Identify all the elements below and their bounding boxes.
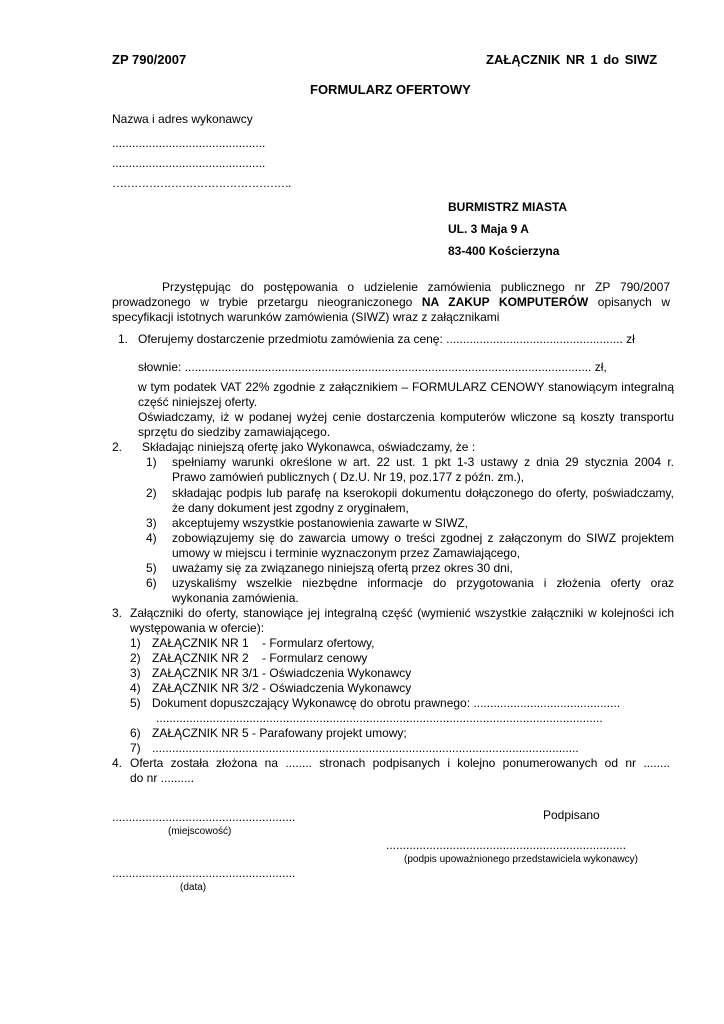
attachment-item-7: ................................................................................................................................ xyxy=(152,741,579,755)
page-title: FORMULARZ OFERTOWY xyxy=(310,82,471,97)
statement-number: 2) xyxy=(146,486,157,500)
section-1-number: 1. xyxy=(118,332,129,346)
attachment-number: 3) xyxy=(130,666,141,680)
contractor-line-3: …………………………………………. xyxy=(112,176,291,190)
contractor-line-1: .............................................. xyxy=(112,136,266,150)
statement-number: 5) xyxy=(146,561,157,575)
date-field: ....................................................... xyxy=(112,866,296,880)
reference-number: ZP 790/2007 xyxy=(112,52,187,67)
recipient-city: 83-400 Kościerzyna xyxy=(448,244,560,258)
attachment-number: 7) xyxy=(130,741,141,755)
recipient-street: UL. 3 Maja 9 A xyxy=(448,222,529,236)
attachment-number: 5) xyxy=(130,696,141,710)
intro-line-2: prowadzonego w trybie przetargu nieograniczonego NA ZAKUP KOMPUTERÓW opisanych w xyxy=(112,295,671,309)
intro-subject: NA ZAKUP KOMPUTERÓW xyxy=(421,295,589,309)
section-4-line-2: do nr .......... xyxy=(130,771,195,785)
attachment-number: 1) xyxy=(130,636,141,650)
price-line: Oferujemy dostarczenie przedmiotu zamówienia za cenę: ..................................................... zł xyxy=(138,332,635,346)
section-2-number: 2. xyxy=(112,440,123,454)
attachment-item-3: ZAŁĄCZNIK NR 3/1 - Oświadczenia Wykonawcy xyxy=(152,666,412,680)
statement-item-1-line-1: spełniamy warunki określone w art. 22 ust. 1 pkt 1-3 ustawy z dnia 29 stycznia 2004 r. xyxy=(172,455,674,469)
signature-label: (podpis upoważnionego przedstawiciela wykonawcy) xyxy=(404,854,639,865)
statement-number: 3) xyxy=(146,516,157,530)
attachment-item-5-continuation: ...................................................................................................................................... xyxy=(156,711,603,725)
attachment-item-6: ZAŁĄCZNIK NR 5 - Parafowany projekt umowy; xyxy=(152,726,407,740)
statement-item-4-line-1: zobowiązujemy się do zawarcia umowy o treści zgodnej z załączonym do SIWZ projektem xyxy=(172,531,674,545)
vat-line-2: część niniejszej oferty. xyxy=(138,395,258,409)
transport-line-2: sprzętu do siedziby zamawiającego. xyxy=(138,425,331,439)
attachment-label: ZAŁĄCZNIK NR 1 do SIWZ xyxy=(486,52,658,67)
attachment-item-5: Dokument dopuszczający Wykonawcę do obrotu prawnego: ............................................ xyxy=(152,696,621,710)
statement-item-3: akceptujemy wszystkie postanowienia zawarte w SIWZ, xyxy=(172,516,469,530)
signed-label: Podpisano xyxy=(543,808,600,822)
statement-item-1-line-2: Prawo zamówień publicznych ( Dz.U. Nr 19, poz.177 z późn. zm.), xyxy=(172,470,525,484)
contractor-line-2: .............................................. xyxy=(112,156,266,170)
statement-item-4-line-2: umowy w miejscu i terminie wyznaczonym przez Zamawiającego, xyxy=(172,546,521,560)
statement-number: 6) xyxy=(146,576,157,590)
statement-number: 1) xyxy=(146,455,157,469)
section-2-intro: Składając niniejszą ofertę jako Wykonawca, oświadczamy, że : xyxy=(142,440,476,454)
statement-number: 4) xyxy=(146,531,157,545)
place-field: ....................................................... xyxy=(112,810,296,824)
section-4-line-1: Oferta została złożona na ........ stronach podpisanych i kolejno ponumerowanych od nr ........ xyxy=(130,756,670,770)
section-3-intro-line-2: występowania w ofercie): xyxy=(130,621,265,635)
contractor-label: Nazwa i adres wykonawcy xyxy=(112,112,253,126)
recipient-name: BURMISTRZ MIASTA xyxy=(448,200,568,214)
attachment-number: 6) xyxy=(130,726,141,740)
vat-line-1: w tym podatek VAT 22% zgodnie z załącznikiem – FORMULARZ CENOWY stanowiącym integralną xyxy=(138,380,674,394)
attachment-item-1: ZAŁĄCZNIK NR 1 - Formularz ofertowy, xyxy=(152,636,375,650)
statement-item-6-line-1: uzyskaliśmy wszelkie niezbędne informacje do przygotowania i złożenia oferty oraz xyxy=(172,576,674,590)
attachment-item-4: ZAŁĄCZNIK NR 3/2 - Oświadczenia Wykonawcy xyxy=(152,681,412,695)
statement-item-2-line-2: że dany dokument jest zgodny z oryginałem, xyxy=(172,501,409,515)
attachment-item-2: ZAŁĄCZNIK NR 2 - Formularz cenowy xyxy=(152,651,368,665)
statement-item-5: uważamy się za związanego niniejszą ofertą przez okres 30 dni, xyxy=(172,561,513,575)
place-label: (miejscowość) xyxy=(168,826,232,837)
transport-line-1: Oświadczamy, iż w podanej wyżej cenie dostarczenia komputerów wliczone są koszty transportu xyxy=(138,410,674,424)
attachment-number: 2) xyxy=(130,651,141,665)
signature-field: ........................................................................ xyxy=(386,838,627,852)
section-4-number: 4. xyxy=(112,756,123,770)
section-3-intro-line-1: Załączniki do oferty, stanowiące jej integralną część (wymienić wszystkie załączniki w kolejności ich xyxy=(130,606,674,620)
intro-line-3: specyfikacji istotnych warunków zamówienia (SIWZ) wraz z załącznikami xyxy=(112,310,500,324)
attachment-number: 4) xyxy=(130,681,141,695)
section-3-number: 3. xyxy=(112,606,123,620)
statement-item-6-line-2: wykonania zamówienia. xyxy=(172,591,299,605)
statement-item-2-line-1: składając podpis lub parafę na kserokopii dokumentu dołączonego do oferty, poświadczamy, xyxy=(172,486,674,500)
intro-line-1: Przystępując do postępowania o udzielenie zamówienia publicznego nr ZP 790/2007 xyxy=(162,280,670,294)
price-words-line: słownie: .......................................................................................................................... zł, xyxy=(138,360,607,374)
date-label: (data) xyxy=(180,882,207,893)
